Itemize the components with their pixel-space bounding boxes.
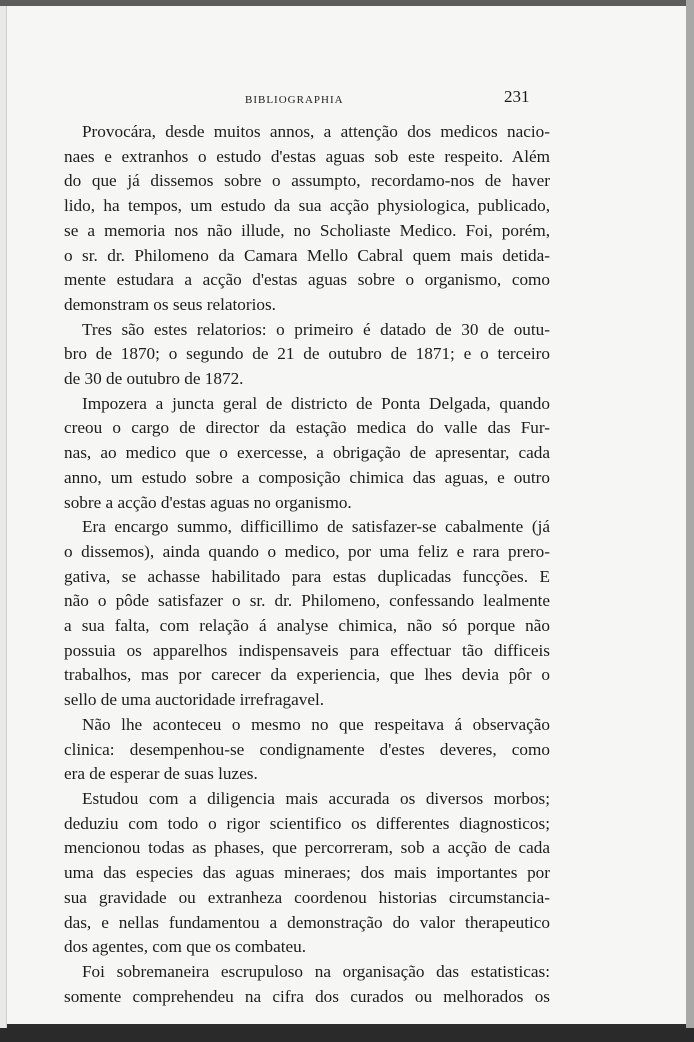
text-line: mencionou todas as phases, que percorreram, sob a acção de cada <box>64 838 550 858</box>
text-line: deduziu com todo o rigor scientifico os differentes diagnosticos; <box>64 813 550 833</box>
text-line: sua gravidade ou extranheza coordenou historias circumstancia- <box>64 887 550 907</box>
paragraph <box>64 960 550 1009</box>
running-title: BIBLIOGRAPHIA <box>245 94 344 106</box>
text-line: sello de uma auctoridade irrefragavel. <box>64 690 325 710</box>
paragraph <box>64 787 550 960</box>
text-line: a sua falta, com relação á analyse chimica, não só porque não <box>64 616 550 636</box>
body-text <box>64 120 550 1009</box>
text-line: dos agentes, com que os combateu. <box>64 937 306 957</box>
text-line: demonstram os seus relatorios. <box>64 294 276 314</box>
text-line: lido, ha tempos, um estudo da sua acção physiologica, publicado, <box>64 196 550 216</box>
text-line: uma das especies das aguas mineraes; dos mais importantes por <box>64 863 550 883</box>
text-line: Não lhe aconteceu o mesmo no que respeitava á observação <box>82 714 550 734</box>
page-right-edge <box>686 0 694 1042</box>
text-line: sobre a acção d'estas aguas no organismo. <box>64 492 352 512</box>
paragraph <box>64 318 550 392</box>
text-line: era de esperar de suas luzes. <box>64 764 258 784</box>
text-line: Era encargo summo, difficillimo de satisfazer-se cabalmente (já <box>82 517 550 537</box>
paragraph <box>64 515 550 713</box>
paragraph <box>64 120 550 318</box>
text-line: Foi sobremaneira escrupuloso na organisação das estatisticas: <box>82 961 550 981</box>
text-line: mente estudara a acção d'estas aguas sobre o organismo, como <box>64 270 550 290</box>
text-line: do que já dissemos sobre o assumpto, recordamo-nos de haver <box>64 171 550 191</box>
paragraph <box>64 713 550 787</box>
text-line: anno, um estudo sobre a composição chimica das aguas, e outro <box>64 467 550 487</box>
text-line: se a memoria nos não illude, no Scholiaste Medico. Foi, porém, <box>64 220 550 240</box>
text-line: o sr. dr. Philomeno da Camara Mello Cabral quem mais detida- <box>64 245 550 265</box>
text-line: o dissemos), ainda quando o medico, por uma feliz e rara prero- <box>64 541 550 561</box>
text-line: somente comprehendeu na cifra dos curados ou melhorados os <box>64 986 550 1006</box>
text-line: Provocára, desde muitos annos, a attenção dos medicos nacio- <box>82 122 550 141</box>
page-number: 231 <box>504 87 530 106</box>
text-line: Impozera a juncta geral de districto de Ponta Delgada, quando <box>82 393 550 413</box>
text-line: creou o cargo de director da estação medica do valle das Fur- <box>64 418 550 438</box>
text-line: gativa, se achasse habilitado para estas duplicadas funcções. E <box>64 566 550 586</box>
text-line: clinica: desempenhou-se condignamente d'estes deveres, como <box>64 739 550 759</box>
text-line: Tres são estes relatorios: o primeiro é datado de 30 de outu- <box>82 319 550 339</box>
text-line: nas, ao medico que o exercesse, a obrigação de apresentar, cada <box>64 443 550 463</box>
text-line: trabalhos, mas por carecer da experiencia, que lhes devia pôr o <box>64 665 550 685</box>
text-line: naes e extranhos o estudo d'estas aguas sob este respeito. Além <box>64 146 550 166</box>
paragraph <box>64 392 550 516</box>
text-line: das, e nellas fundamentou a demonstração do valor therapeutico <box>64 912 550 932</box>
text-line: Estudou com a diligencia mais accurada os diversos morbos; <box>82 788 550 808</box>
page-bottom-edge <box>0 1028 694 1042</box>
text-line: possuia os apparelhos indispensaveis para effectuar tão difficeis <box>64 640 550 660</box>
text-line: bro de 1870; o segundo de 21 de outubro de 1871; e o terceiro <box>64 344 550 364</box>
text-line: de 30 de outubro de 1872. <box>64 369 244 389</box>
text-line: não o pôde satisfazer o sr. dr. Philomeno, confessando lealmente <box>64 591 550 611</box>
